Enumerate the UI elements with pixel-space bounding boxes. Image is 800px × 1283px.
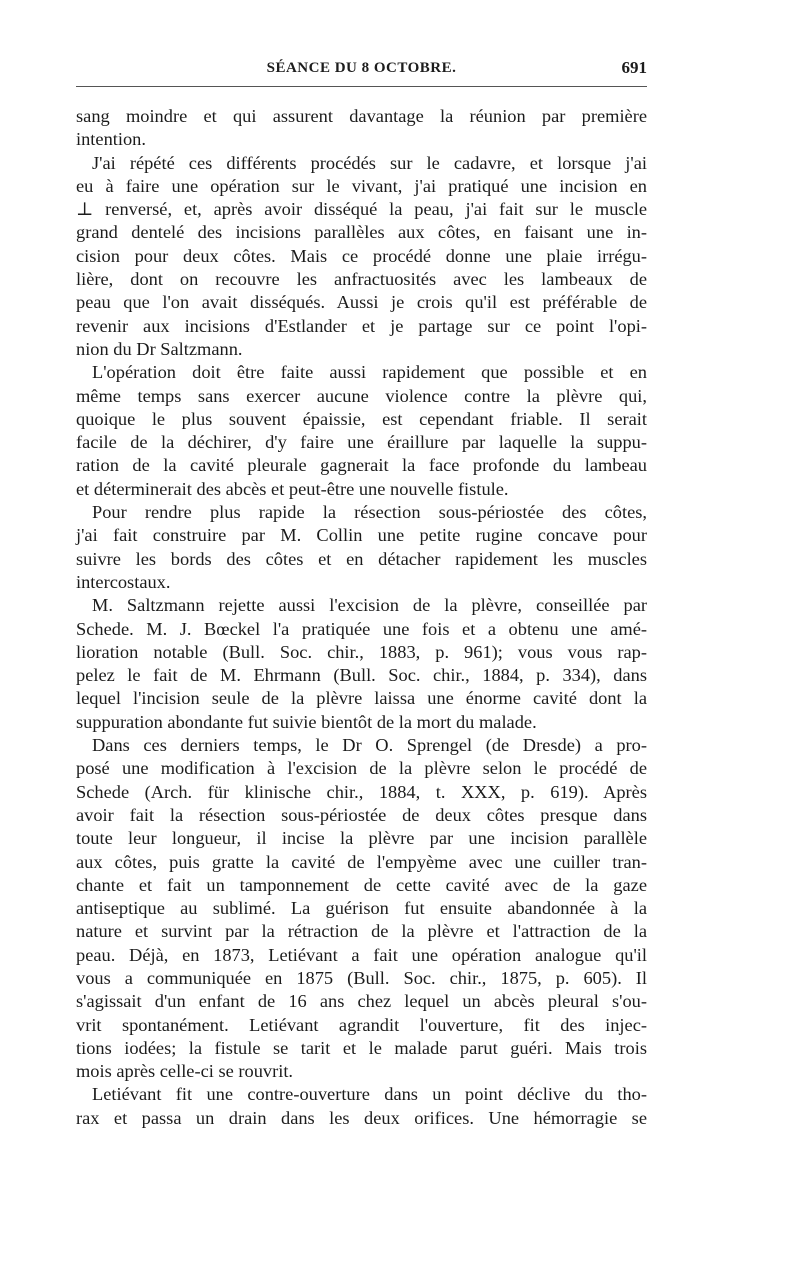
text-line: lequel l'incision seule de la plèvre laissa une énorme cavité dont la	[76, 688, 647, 709]
text-line: suivre les bords des côtes et en détacher rapidement les muscles	[76, 548, 647, 569]
text-line: nion du Dr Saltzmann.	[76, 338, 243, 359]
page-number: 691	[621, 58, 647, 77]
text-line: Schede (Arch. für klinische chir., 1884, t. XXX, p. 619). Après	[76, 781, 647, 802]
text-line: revenir aux incisions d'Estlander et je partage sur ce point l'opi-	[76, 315, 647, 336]
text-line: antiseptique au sublimé. La guérison fut ensuite abandonnée à la	[76, 898, 647, 919]
paragraph	[76, 501, 647, 594]
text-line: intercostaux.	[76, 571, 171, 592]
text-line: peau. Déjà, en 1873, Letiévant a fait une opération analogue qu'il	[76, 944, 647, 965]
text-line: et déterminerait des abcès et peut-être une nouvelle fistule.	[76, 478, 509, 499]
text-line: vrit spontanément. Letiévant agrandit l'ouverture, fit des injec-	[76, 1014, 647, 1035]
text-line: ⊥ renversé, et, après avoir disséqué la peau, j'ai fait sur le muscle	[76, 199, 647, 220]
text-line: intention.	[76, 129, 146, 150]
text-line: Dans ces derniers temps, le Dr O. Sprengel (de Dresde) a pro-	[92, 735, 647, 756]
paragraph	[76, 734, 647, 1083]
running-title: SÉANCE DU 8 OCTOBRE.	[266, 60, 457, 76]
paragraph	[76, 152, 647, 362]
text-line: vous a communiquée en 1875 (Bull. Soc. chir., 1875, p. 605). Il	[76, 967, 647, 988]
text-line: j'ai fait construire par M. Collin une petite rugine concave pour	[76, 525, 647, 546]
text-line: ration de la cavité pleurale gagnerait la face profonde du lambeau	[76, 455, 647, 476]
paragraph	[76, 105, 647, 152]
text-line: cision pour deux côtes. Mais ce procédé donne une plaie irrégu-	[76, 245, 647, 266]
text-line: rax et passa un drain dans les deux orifices. Une hémorragie se	[76, 1107, 647, 1128]
paragraph	[76, 1083, 647, 1130]
text-line: posé une modification à l'excision de la plèvre selon le procédé de	[76, 758, 647, 779]
text-line: J'ai répété ces différents procédés sur le cadavre, et lorsque j'ai	[92, 152, 647, 173]
text-line: aux côtes, puis gratte la cavité de l'empyème avec une cuiller tran-	[76, 851, 647, 872]
text-line: pelez le fait de M. Ehrmann (Bull. Soc. chir., 1884, p. 334), dans	[76, 665, 647, 686]
text-line: s'agissait d'un enfant de 16 ans chez lequel un abcès pleural s'ou-	[76, 991, 647, 1012]
text-line: peau que l'on avait disséqués. Aussi je crois qu'il est préférable de	[76, 292, 647, 313]
text-line: Schede. M. J. Bœckel l'a pratiquée une fois et a obtenu une amé-	[76, 618, 647, 639]
text-line: mois après celle-ci se rouvrit.	[76, 1061, 294, 1082]
text-line: suppuration abondante fut suivie bientôt de la mort du malade.	[76, 711, 537, 732]
text-line: toute leur longueur, il incise la plèvre par une incision parallèle	[76, 828, 647, 849]
paragraph	[76, 594, 647, 734]
paragraph	[76, 361, 647, 501]
text-line: Pour rendre plus rapide la résection sous-périostée des côtes,	[92, 502, 647, 523]
text-line: Letiévant fit une contre-ouverture dans un point déclive du tho-	[92, 1084, 647, 1105]
text-line: quoique le plus souvent épaissie, est cependant friable. Il serait	[76, 408, 647, 429]
running-header	[76, 58, 647, 87]
text-line: tions iodées; la fistule se tarit et le malade parut guéri. Mais trois	[76, 1037, 647, 1058]
text-line: avoir fait la résection sous-périostée de deux côtes presque dans	[76, 804, 647, 825]
text-line: lioration notable (Bull. Soc. chir., 1883, p. 961); vous vous rap-	[76, 641, 647, 662]
text-line: grand dentelé des incisions parallèles aux côtes, en faisant une in-	[76, 222, 647, 243]
text-line: nature et survint par la rétraction de la plèvre et l'attraction de la	[76, 921, 647, 942]
text-line: L'opération doit être faite aussi rapidement que possible et en	[92, 362, 647, 383]
body-text	[76, 105, 647, 1130]
text-line: eu à faire une opération sur le vivant, j'ai pratiqué une incision en	[76, 175, 647, 196]
text-line: même temps sans exercer aucune violence contre la plèvre qui,	[76, 385, 647, 406]
text-line: facile de la déchirer, d'y faire une éraillure par laquelle la suppu-	[76, 432, 647, 453]
text-line: sang moindre et qui assurent davantage la réunion par première	[76, 106, 647, 126]
text-line: M. Saltzmann rejette aussi l'excision de la plèvre, conseillée par	[92, 595, 647, 616]
text-line: chante et fait un tamponnement de cette cavité avec de la gaze	[76, 874, 647, 895]
text-line: lière, dont on recouvre les anfractuosités avec les lambeaux de	[76, 269, 647, 290]
